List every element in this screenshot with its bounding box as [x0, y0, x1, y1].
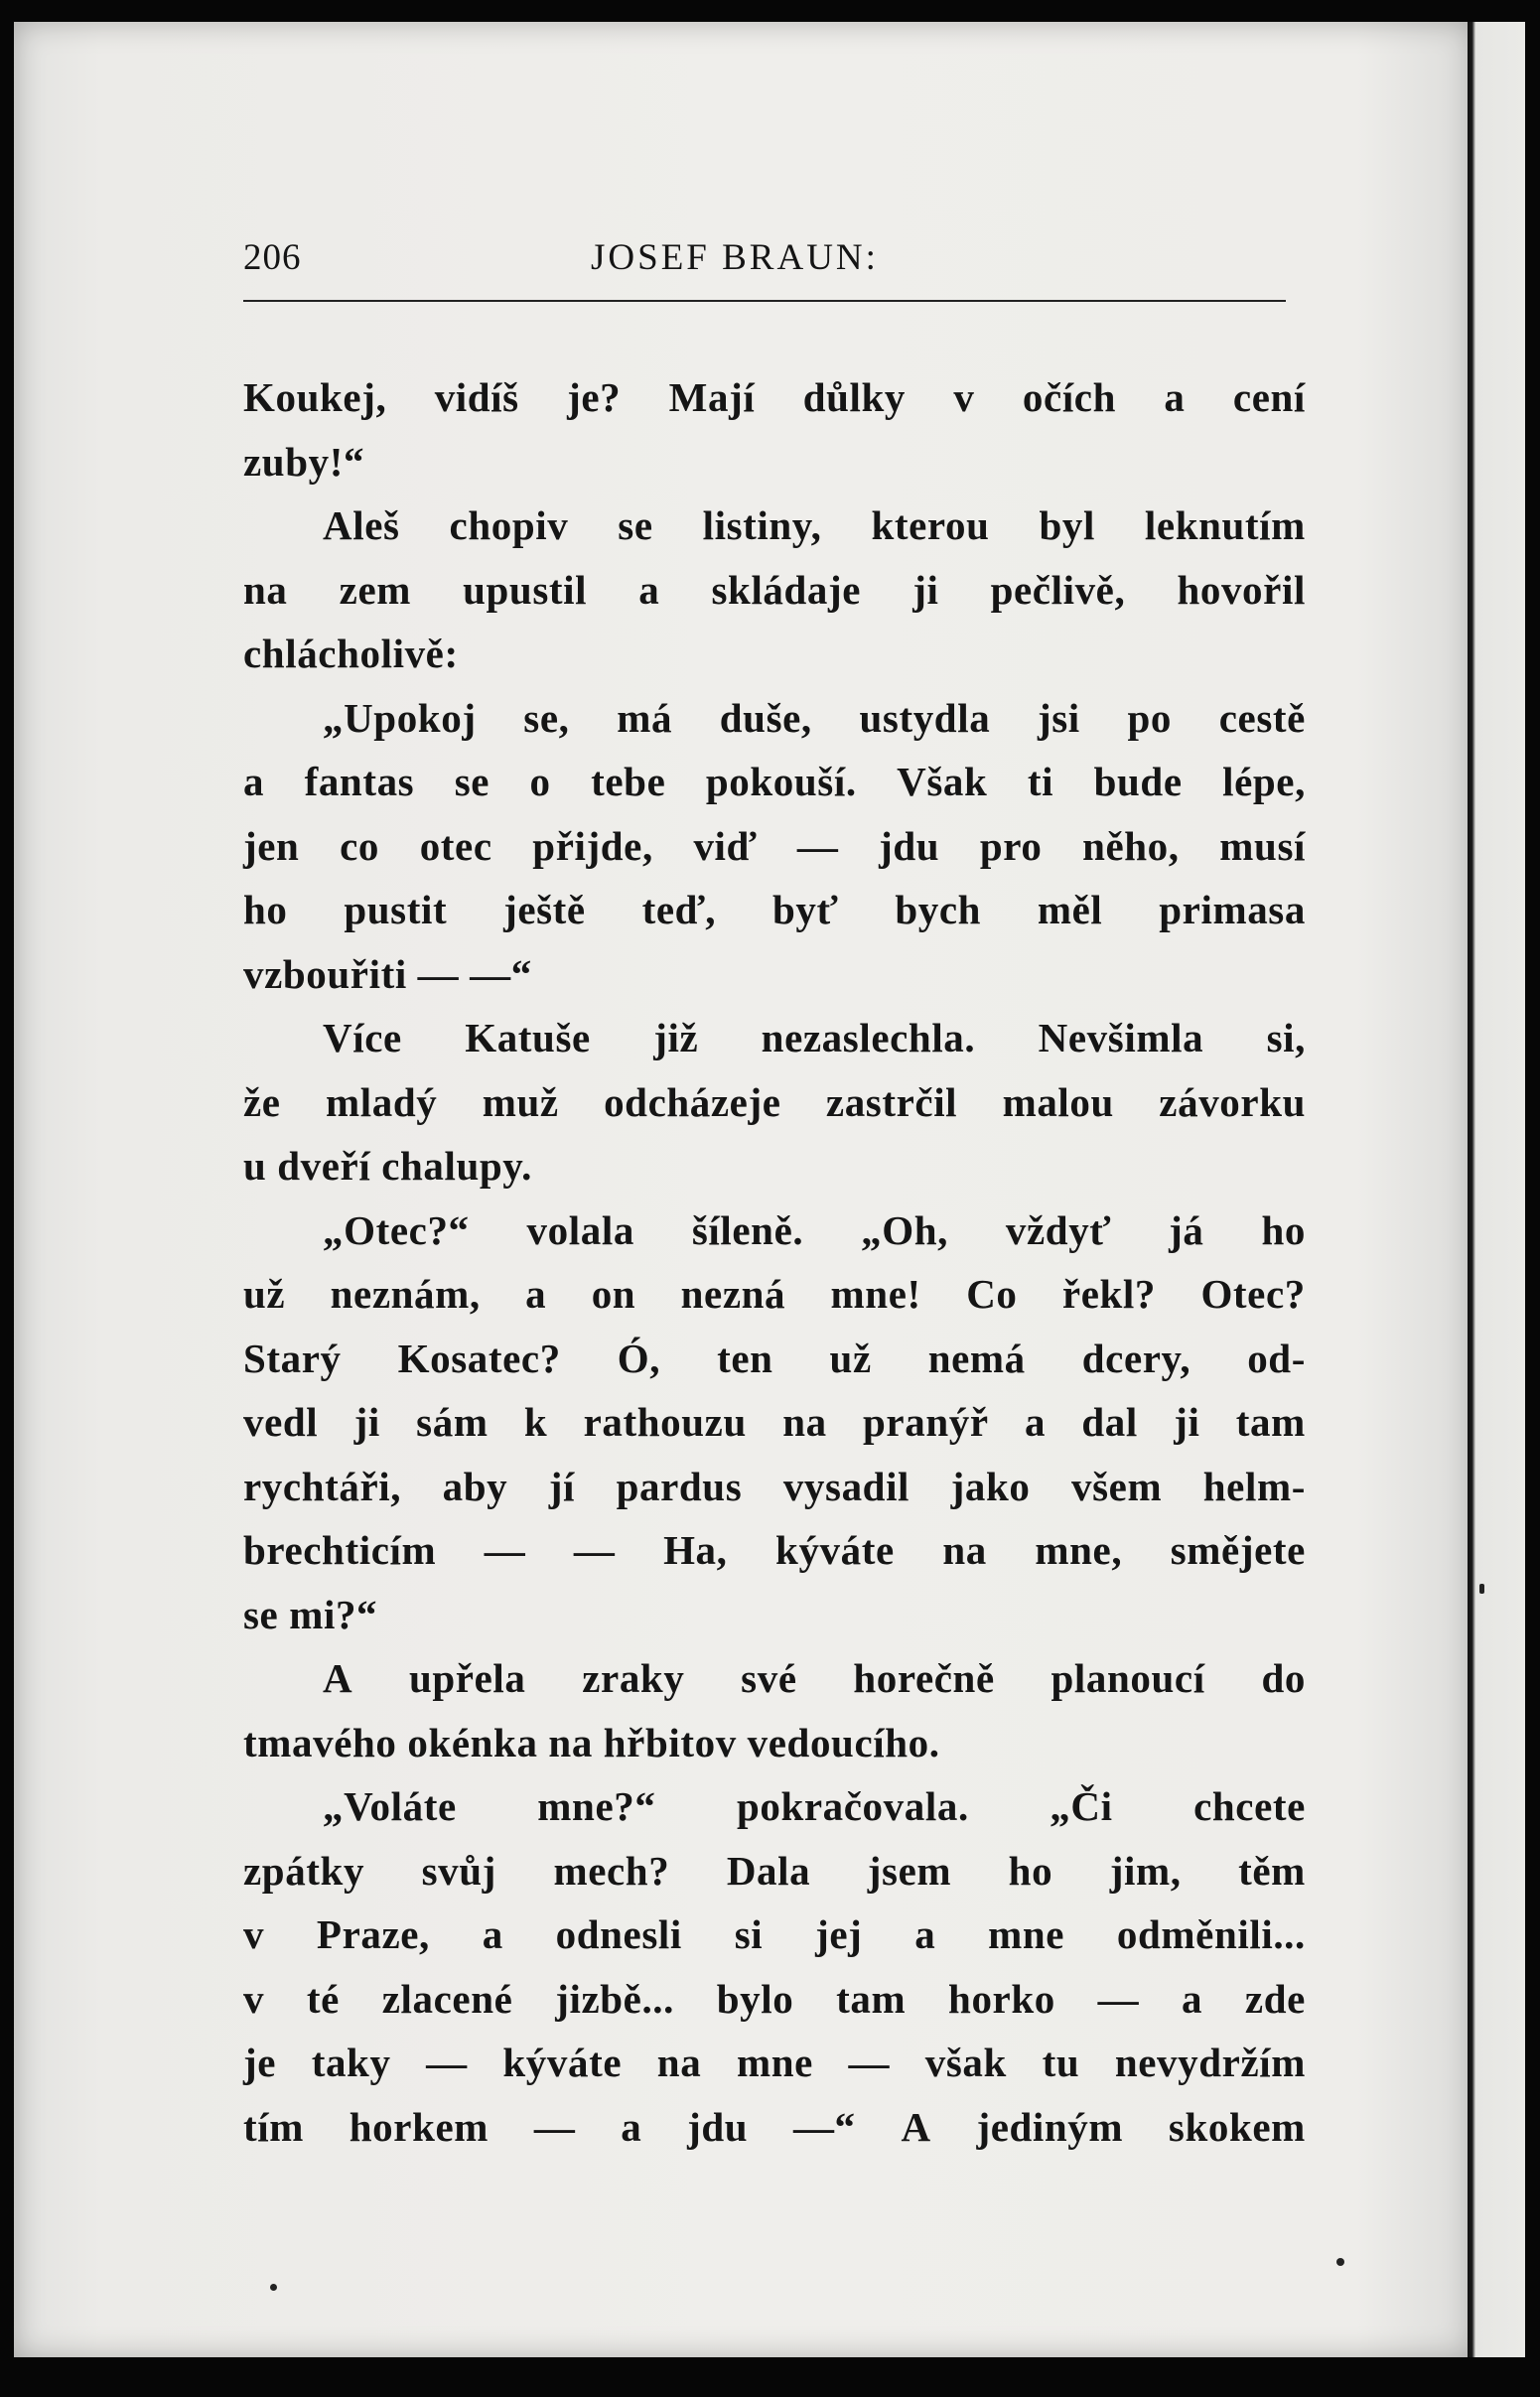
word: zpátky [243, 1847, 365, 1894]
word: jí [548, 1463, 576, 1509]
ink-speck [1336, 2258, 1344, 2266]
text-line [243, 1262, 1306, 1327]
word: vysadil [782, 1463, 910, 1509]
word: tebe [591, 759, 666, 804]
word: jsi [1038, 694, 1080, 741]
word: duše, [719, 694, 812, 741]
word: pardus [616, 1463, 743, 1509]
word: očích [1022, 374, 1117, 420]
word: ho [1008, 1847, 1053, 1894]
word: po [1127, 694, 1173, 741]
word: a [621, 2103, 642, 2150]
word: pro [979, 822, 1043, 869]
word: nezaslechla. [761, 1015, 976, 1060]
word: Ha, [663, 1527, 728, 1573]
word: Praze, [316, 1911, 430, 1957]
running-title: JOSEF BRAUN: [591, 237, 879, 278]
word: tu [1042, 2040, 1080, 2085]
text-line: u dveří chalupy. [243, 1143, 532, 1189]
word: Mají [668, 374, 756, 420]
word: je [243, 2040, 277, 2085]
word: do [1261, 1655, 1306, 1701]
word: lépe, [1222, 759, 1306, 804]
word: odměnili... [1116, 1911, 1306, 1957]
word: — [796, 822, 839, 869]
word: horkem [349, 2103, 490, 2150]
word: a [1024, 1399, 1047, 1445]
word: dal [1081, 1399, 1138, 1445]
word: už [243, 1271, 286, 1317]
word: a [1182, 1975, 1203, 2022]
text-line [243, 2095, 1306, 2160]
word: v [243, 1911, 265, 1957]
text-line: se mi?“ [243, 1591, 378, 1637]
word: Starý [243, 1335, 342, 1381]
text-line [243, 750, 1306, 814]
word: v [243, 1975, 265, 2022]
word: pokračovala. [736, 1783, 969, 1829]
word: —“ [792, 2103, 856, 2150]
word: „Upokoj [323, 694, 477, 741]
word: mne?“ [537, 1783, 656, 1829]
word: Nevšimla [1038, 1015, 1204, 1060]
word: malou [1002, 1078, 1114, 1125]
word: rychtáři, [243, 1463, 402, 1509]
word: ustydla [859, 694, 991, 741]
word: zem [339, 566, 411, 613]
word: Katuše [465, 1015, 591, 1060]
page-header [243, 236, 1286, 284]
text-line [243, 1390, 1306, 1455]
word: ji [912, 566, 939, 613]
text-line [243, 2031, 1306, 2095]
word: A [901, 2103, 931, 2150]
word: již [653, 1015, 699, 1060]
text-line [243, 1967, 1306, 2032]
word: kterou [871, 502, 990, 548]
word: hovořil [1177, 566, 1306, 613]
ink-speck [270, 2284, 277, 2291]
text-line [243, 1198, 1306, 1263]
word: svůj [421, 1847, 496, 1894]
word: nemá [927, 1335, 1026, 1381]
word: odcházeje [604, 1078, 781, 1125]
word: a [914, 1911, 936, 1957]
word: leknutím [1144, 502, 1306, 548]
word: cení [1232, 374, 1306, 420]
word: na [243, 566, 288, 613]
text-line [243, 1070, 1306, 1135]
word: Otec? [1200, 1271, 1306, 1317]
word: co [340, 822, 380, 869]
word: volala [526, 1206, 634, 1253]
word: se, [523, 694, 570, 741]
word: musí [1219, 822, 1306, 869]
word: však [924, 2040, 1007, 2085]
word: primasa [1159, 887, 1306, 932]
word: jim, [1109, 1847, 1182, 1894]
text-line [243, 1839, 1306, 1904]
word: něho, [1082, 822, 1180, 869]
word: nevydržím [1114, 2040, 1306, 2085]
word: viď [693, 822, 758, 869]
word: závorku [1159, 1078, 1306, 1125]
word: upustil [463, 566, 588, 613]
word: nezná [680, 1271, 786, 1317]
page-number: 206 [243, 237, 302, 278]
word: brechticím [243, 1527, 437, 1573]
word: — [1097, 1975, 1140, 2022]
word: byť [772, 887, 839, 932]
word: pranýř [863, 1399, 989, 1445]
word: Koukej, [243, 374, 387, 420]
word: šíleně. [691, 1206, 804, 1253]
word: vždyť [1005, 1206, 1112, 1253]
word: cestě [1218, 694, 1306, 741]
word: má [617, 694, 673, 741]
word: od- [1247, 1335, 1306, 1381]
text-line [243, 878, 1306, 942]
text-line [243, 365, 1306, 430]
word: fantas [304, 759, 415, 804]
word: skládaje [711, 566, 862, 613]
word: si [734, 1911, 764, 1957]
word: — [573, 1527, 616, 1573]
word: ho [243, 887, 288, 932]
word: pečlivě, [990, 566, 1126, 613]
word: tím [243, 2103, 304, 2150]
word: helm- [1202, 1463, 1306, 1509]
word: „Či [1050, 1783, 1113, 1829]
word: smějete [1170, 1527, 1306, 1573]
text-line [243, 1006, 1306, 1070]
word: „Voláte [323, 1783, 457, 1829]
word: Ó, [617, 1335, 661, 1381]
word: Více [323, 1015, 402, 1060]
word: dcery, [1081, 1335, 1191, 1381]
word: „Oh, [861, 1206, 948, 1253]
word: taky [311, 2040, 391, 2085]
word: chopiv [449, 502, 569, 548]
word: mech? [553, 1847, 670, 1894]
word: chcete [1193, 1783, 1306, 1829]
adjacent-page-edge [1468, 22, 1525, 2357]
text-line [243, 814, 1306, 879]
word: on [591, 1271, 636, 1317]
word: zastrčil [825, 1078, 958, 1125]
word: o [529, 759, 551, 804]
word: — [484, 1527, 526, 1573]
text-line [243, 558, 1306, 623]
word: už [829, 1335, 872, 1381]
word: mne! [830, 1271, 921, 1317]
word: v [953, 374, 975, 420]
word: tam [836, 1975, 907, 2022]
word: jen [243, 822, 300, 869]
word: mne, [1035, 1527, 1123, 1573]
text-line [243, 1774, 1306, 1839]
word: otec [419, 822, 492, 869]
word: ji [353, 1399, 380, 1445]
word: jdu [687, 2103, 749, 2150]
word: — [533, 2103, 576, 2150]
word: bude [1093, 759, 1183, 804]
word: odnesli [555, 1911, 682, 1957]
word: jako [950, 1463, 1031, 1509]
word: na [656, 2040, 702, 2085]
word: aby [442, 1463, 508, 1509]
word: se [618, 502, 653, 548]
word: všem [1071, 1463, 1163, 1509]
word: A [323, 1655, 353, 1701]
text-line: tmavého okénka na hřbitov vedoucího. [243, 1719, 940, 1765]
word: Však [897, 759, 988, 804]
word: důlky [802, 374, 907, 420]
word: rathouzu [583, 1399, 747, 1445]
word: pustit [344, 887, 448, 932]
word: „Otec?“ [323, 1206, 470, 1253]
text-line [243, 494, 1306, 558]
word: a [525, 1271, 547, 1317]
word: jdu [879, 822, 940, 869]
word: — [848, 2040, 891, 2085]
word: ho [1261, 1206, 1306, 1253]
word: a [638, 566, 660, 613]
ink-speck [1479, 1584, 1484, 1594]
word: upřela [408, 1655, 526, 1701]
word: jizbě... [555, 1975, 674, 2022]
word: zraky [582, 1655, 685, 1701]
word: já [1169, 1206, 1204, 1253]
word: kýváte [502, 2040, 623, 2085]
word: na [942, 1527, 987, 1573]
text-line [243, 1518, 1306, 1583]
word: a [243, 759, 265, 804]
word: že [243, 1078, 281, 1125]
word: a [1164, 374, 1186, 420]
word: je? [567, 374, 622, 420]
word: pokouší. [705, 759, 857, 804]
text-line [243, 1327, 1306, 1391]
word: Dala [726, 1847, 811, 1894]
word: zde [1244, 1975, 1306, 2022]
word: na [782, 1399, 827, 1445]
word: horečně [853, 1655, 995, 1701]
word: a [482, 1911, 503, 1957]
word: vedl [243, 1399, 319, 1445]
text-line [243, 1903, 1306, 1967]
header-rule [243, 300, 1286, 302]
word: těm [1238, 1847, 1306, 1894]
word: zlacené [381, 1975, 513, 2022]
word: sám [416, 1399, 489, 1445]
text-line: chlácholivě: [243, 631, 459, 676]
word: bylo [716, 1975, 794, 2022]
word: přijde, [532, 822, 653, 869]
word: planoucí [1050, 1655, 1205, 1701]
text-line [243, 1646, 1306, 1711]
word: jsem [867, 1847, 952, 1894]
word: byl [1039, 502, 1095, 548]
word: kýváte [775, 1527, 895, 1573]
word: ji [1174, 1399, 1200, 1445]
word: ti [1027, 759, 1054, 804]
word: horko [948, 1975, 1055, 2022]
word: mladý [325, 1078, 438, 1125]
body-text [243, 365, 1306, 2159]
word: mne [988, 1911, 1065, 1957]
word: Aleš [323, 502, 400, 548]
word: muž [482, 1078, 559, 1125]
word: k [523, 1399, 548, 1445]
word: mne [736, 2040, 813, 2085]
word: si, [1266, 1015, 1306, 1060]
text-line [243, 1455, 1306, 1519]
word: ten [717, 1335, 773, 1381]
text-line: zuby!“ [243, 438, 365, 485]
word: Co [966, 1271, 1018, 1317]
word: měl [1037, 887, 1103, 932]
word: — [426, 2040, 468, 2085]
word: řekl? [1061, 1271, 1157, 1317]
word: ještě [503, 887, 586, 932]
text-line [243, 686, 1306, 751]
word: bych [895, 887, 982, 932]
word: tam [1235, 1399, 1306, 1445]
word: jediným [976, 2103, 1124, 2150]
word: skokem [1168, 2103, 1306, 2150]
word: se [454, 759, 490, 804]
text-line: vzbouřiti — —“ [243, 950, 532, 997]
word: té [306, 1975, 340, 2022]
word: listiny, [702, 502, 822, 548]
word: neznám, [330, 1271, 481, 1317]
word: teď, [641, 887, 717, 932]
word: jej [815, 1911, 863, 1957]
word: své [741, 1655, 797, 1701]
word: Kosatec? [397, 1335, 561, 1381]
word: vidíš [434, 374, 519, 420]
